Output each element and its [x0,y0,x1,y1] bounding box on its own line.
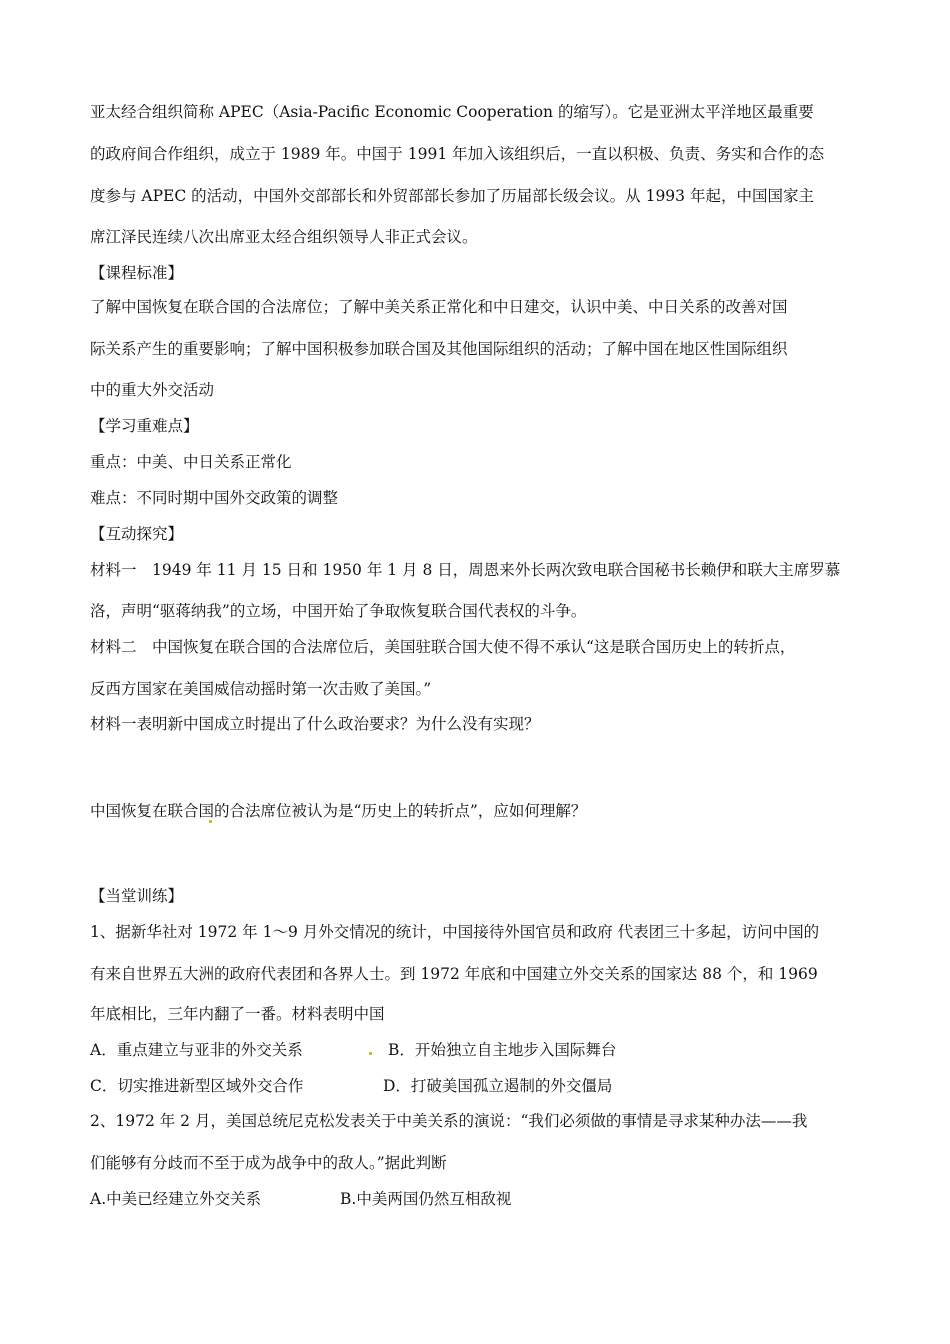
q2-option-b: B.中美两国仍然互相敌视 [340,1190,512,1208]
practice-q1-line-1: 1、据新华社对 1972 年 1～9 月外交情况的统计，中国接待外国官员和政府 代表团三十多起，访问中国的 [90,923,820,941]
material-1-line-1: 材料一 1949 年 11 月 15 日和 1950 年 1 月 8 日，周恩来外长两次致电联合国秘书长赖伊和联大主席罗慕 [90,561,841,579]
q2-option-a: A.中美已经建立外交关系 [90,1190,262,1208]
intro-line-2: 的政府间合作组织，成立于 1989 年。中国于 1991 年加入该组织后，一直以积极、负责、务实和合作的态 [90,145,825,163]
material-2-line-1: 材料二 中国恢复在联合国的合法席位后，美国驻联合国大使不得不承认“这是联合国历史上的转折点， [90,638,796,656]
focus-heading: 【学习重难点】 [90,417,199,435]
explore-heading: 【互动探究】 [90,525,184,543]
curriculum-line-1: 了解中国恢复在联合国的合法席位；了解中美关系正常化和中日建交，认识中美、中日关系的改善对国 [90,298,788,316]
intro-line-4: 席江泽民连续八次出席亚太经合组织领导人非正式会议。 [90,228,478,246]
practice-q1-line-2: 有来自世界五大洲的政府代表团和各界人士。到 1972 年底和中国建立外交关系的国家达 88 个，和 1969 [90,965,818,983]
stray-mark [209,820,212,823]
practice-q1-line-3: 年底相比，三年内翻了一番。材料表明中国 [90,1005,385,1023]
explore-question-2: 中国恢复在联合国的合法席位被认为是“历史上的转折点”，应如何理解？ [90,802,587,820]
material-2-line-2: 反西方国家在美国威信动摇时第一次击败了美国。” [90,680,432,698]
curriculum-line-3: 中的重大外交活动 [90,381,215,399]
practice-q2-line-2: 们能够有分歧而不至于成为战争中的敌人。”据此判断 [90,1154,447,1172]
practice-q2-line-1: 2、1972 年 2 月，美国总统尼克松发表关于中美关系的演说：“我们必须做的事情是寻求某种办法——我 [90,1112,808,1130]
stray-mark [369,1052,372,1055]
q1-option-d: D．打破美国孤立遏制的外交僵局 [383,1077,613,1095]
intro-line-1: 亚太经合组织简称 APEC（Asia-Pacific Economic Cooperation 的缩写）。它是亚洲太平洋地区最重要 [90,103,814,121]
q1-option-c: C．切实推进新型区域外交合作 [90,1077,304,1095]
q1-option-b: B．开始独立自主地步入国际舞台 [388,1041,617,1059]
material-1-line-2: 洛，声明“驱蒋纳我”的立场，中国开始了争取恢复联合国代表权的斗争。 [90,602,587,620]
curriculum-line-2: 际关系产生的重要影响；了解中国积极参加联合国及其他国际组织的活动；了解中国在地区性国际组织 [90,340,788,358]
intro-line-3: 度参与 APEC 的活动，中国外交部部长和外贸部部长参加了历届部长级会议。从 1993 年起，中国国家主 [90,187,814,205]
focus-difficult-point: 难点：不同时期中国外交政策的调整 [90,489,339,507]
focus-key-point: 重点：中美、中日关系正常化 [90,453,292,471]
curriculum-heading: 【课程标准】 [90,264,184,282]
q1-option-a: A．重点建立与亚非的外交关系 [90,1041,303,1059]
practice-heading: 【当堂训练】 [90,887,184,905]
explore-question-1: 材料一表明新中国成立时提出了什么政治要求？为什么没有实现？ [90,715,540,733]
